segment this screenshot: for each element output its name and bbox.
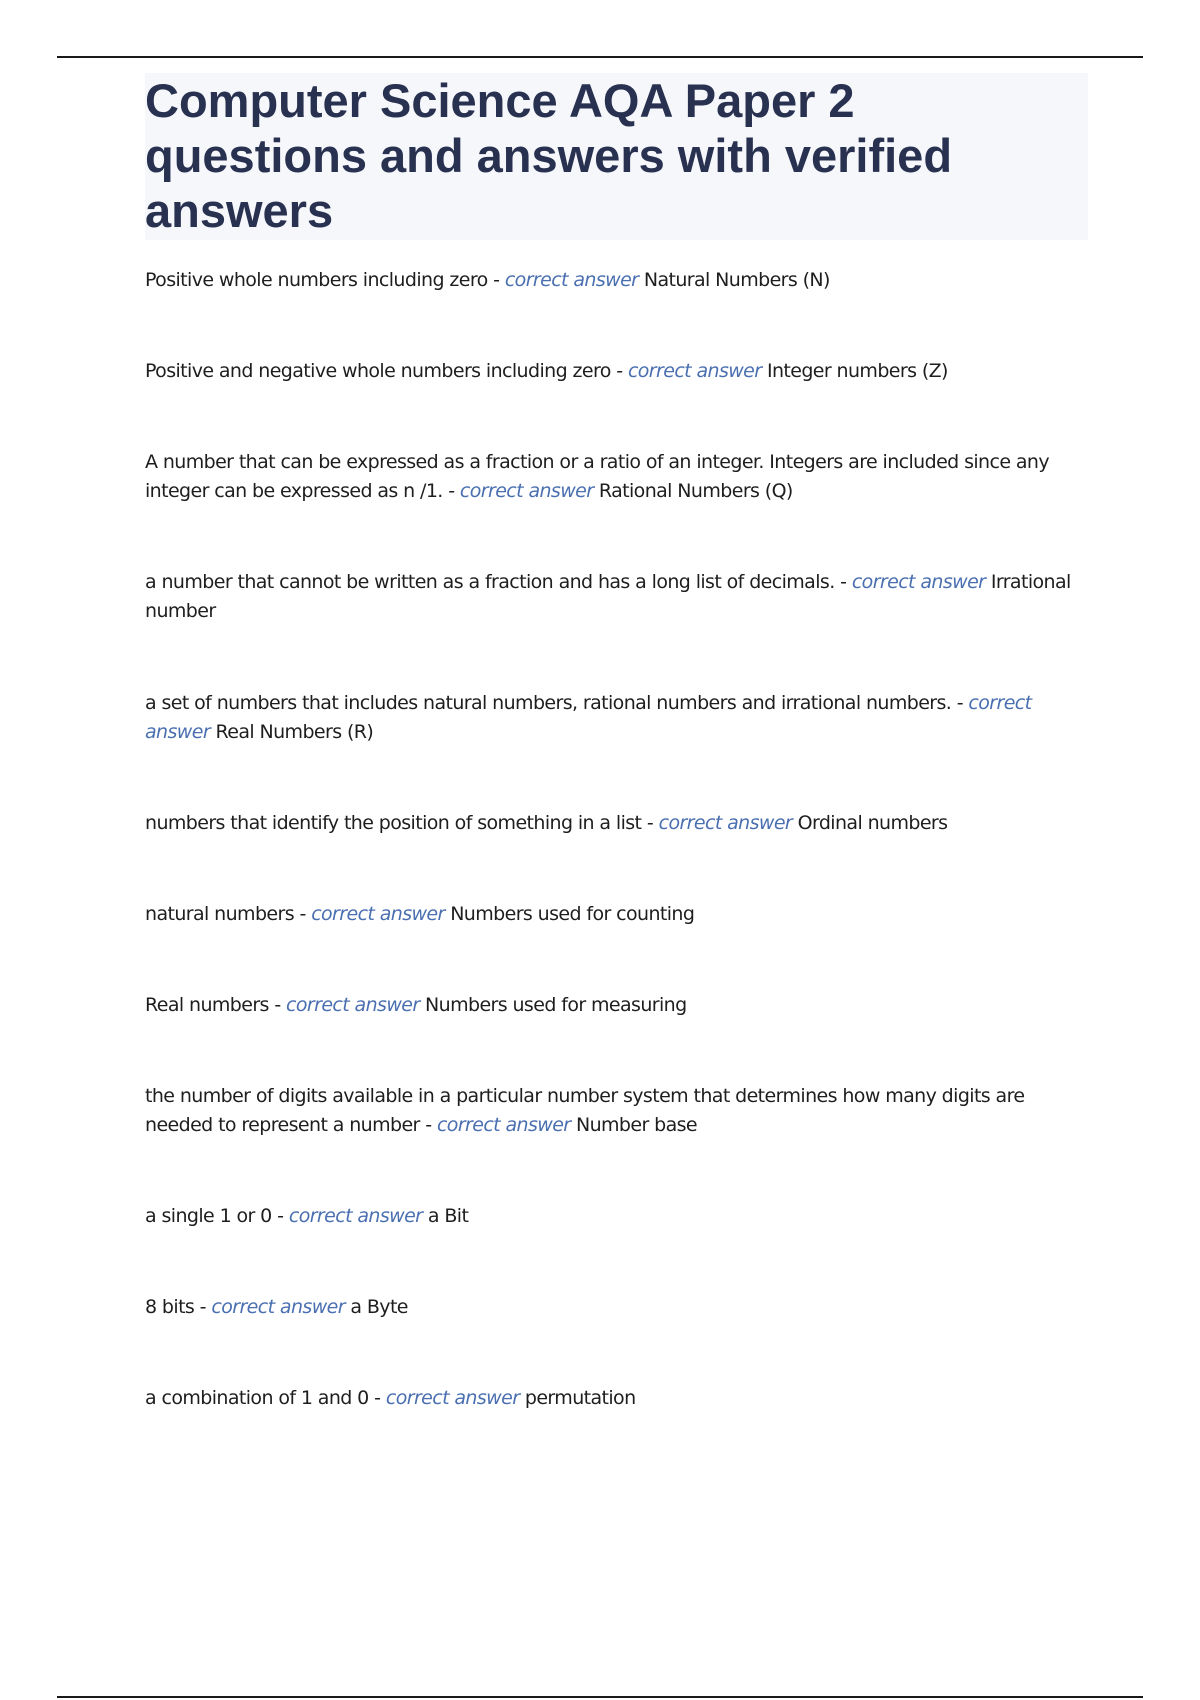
separator: - — [374, 1387, 381, 1409]
answer-marker: correct answer — [288, 1205, 423, 1227]
qa-item — [145, 1384, 1090, 1413]
document-title: Computer Science AQA Paper 2 questions and answers with verified answers — [145, 74, 953, 237]
separator: - — [646, 812, 654, 834]
bottom-rule — [57, 1696, 1143, 1698]
answer-marker: correct answer — [286, 994, 420, 1016]
qa-item — [145, 568, 1090, 626]
answer-marker: correct answer — [385, 1387, 520, 1409]
separator: - — [493, 269, 500, 291]
qa-item — [145, 1082, 1090, 1140]
title-block — [145, 73, 1088, 240]
qa-item — [145, 266, 1090, 295]
answer-text: Ordinal numbers — [797, 812, 948, 834]
separator: - — [274, 994, 281, 1016]
question-text: 8 bits — [145, 1296, 195, 1318]
separator: - — [956, 692, 963, 714]
answer-text: a Byte — [350, 1296, 408, 1318]
separator: - — [299, 903, 306, 925]
separator: - — [616, 360, 623, 382]
answer-marker: correct answer — [658, 812, 793, 834]
answer-marker: correct answer — [436, 1114, 571, 1136]
answer-text: Irrational number — [145, 571, 1071, 622]
separator: - — [840, 571, 847, 593]
question-text: the number of digits available in a particular number system that determines how many digits are needed to represent a number — [145, 1085, 1025, 1136]
qa-item — [145, 1202, 1090, 1231]
qa-item — [145, 357, 1090, 386]
question-text: Real numbers — [145, 994, 269, 1016]
separator: - — [199, 1296, 206, 1318]
separator: - — [448, 480, 455, 502]
answer-marker: correct answer — [211, 1296, 345, 1318]
answer-text: Integer numbers (Z) — [766, 360, 948, 382]
answer-text: Real Numbers (R) — [215, 721, 374, 743]
question-text: natural numbers — [145, 903, 295, 925]
qa-item — [145, 689, 1090, 747]
answer-marker: correct answer — [459, 480, 594, 502]
question-text: a set of numbers that includes natural numbers, rational numbers and irrational numbers. — [145, 692, 952, 714]
answer-marker: correct answer — [627, 360, 762, 382]
qa-item — [145, 991, 1090, 1020]
question-text: a combination of 1 and 0 — [145, 1387, 369, 1409]
answer-marker: correct answer — [145, 692, 1032, 743]
answer-text: Numbers used for measuring — [425, 994, 687, 1016]
top-rule — [57, 56, 1143, 58]
separator: - — [425, 1114, 432, 1136]
answer-text: Natural Numbers (N) — [643, 269, 830, 291]
qa-item — [145, 1293, 1090, 1322]
answer-text: Numbers used for counting — [450, 903, 695, 925]
question-text: a number that cannot be written as a fraction and has a long list of decimals. — [145, 571, 835, 593]
separator: - — [277, 1205, 284, 1227]
answer-marker: correct answer — [311, 903, 445, 925]
question-text: Positive and negative whole numbers including zero — [145, 360, 611, 382]
answer-text: permutation — [524, 1387, 636, 1409]
qa-item — [145, 809, 1090, 838]
qa-item — [145, 900, 1090, 929]
answer-marker: correct answer — [851, 571, 986, 593]
question-text: A number that can be expressed as a fraction or a ratio of an integer. Integers are included since any integer can be expressed as n /1. — [145, 451, 1049, 502]
answer-text: Rational Numbers (Q) — [598, 480, 793, 502]
question-text: numbers that identify the position of something in a list — [145, 812, 642, 834]
answer-text: Number base — [575, 1114, 698, 1136]
answer-text: a Bit — [427, 1205, 469, 1227]
question-text: a single 1 or 0 — [145, 1205, 272, 1227]
qa-item — [145, 448, 1090, 506]
question-text: Positive whole numbers including zero — [145, 269, 488, 291]
answer-marker: correct answer — [504, 269, 639, 291]
